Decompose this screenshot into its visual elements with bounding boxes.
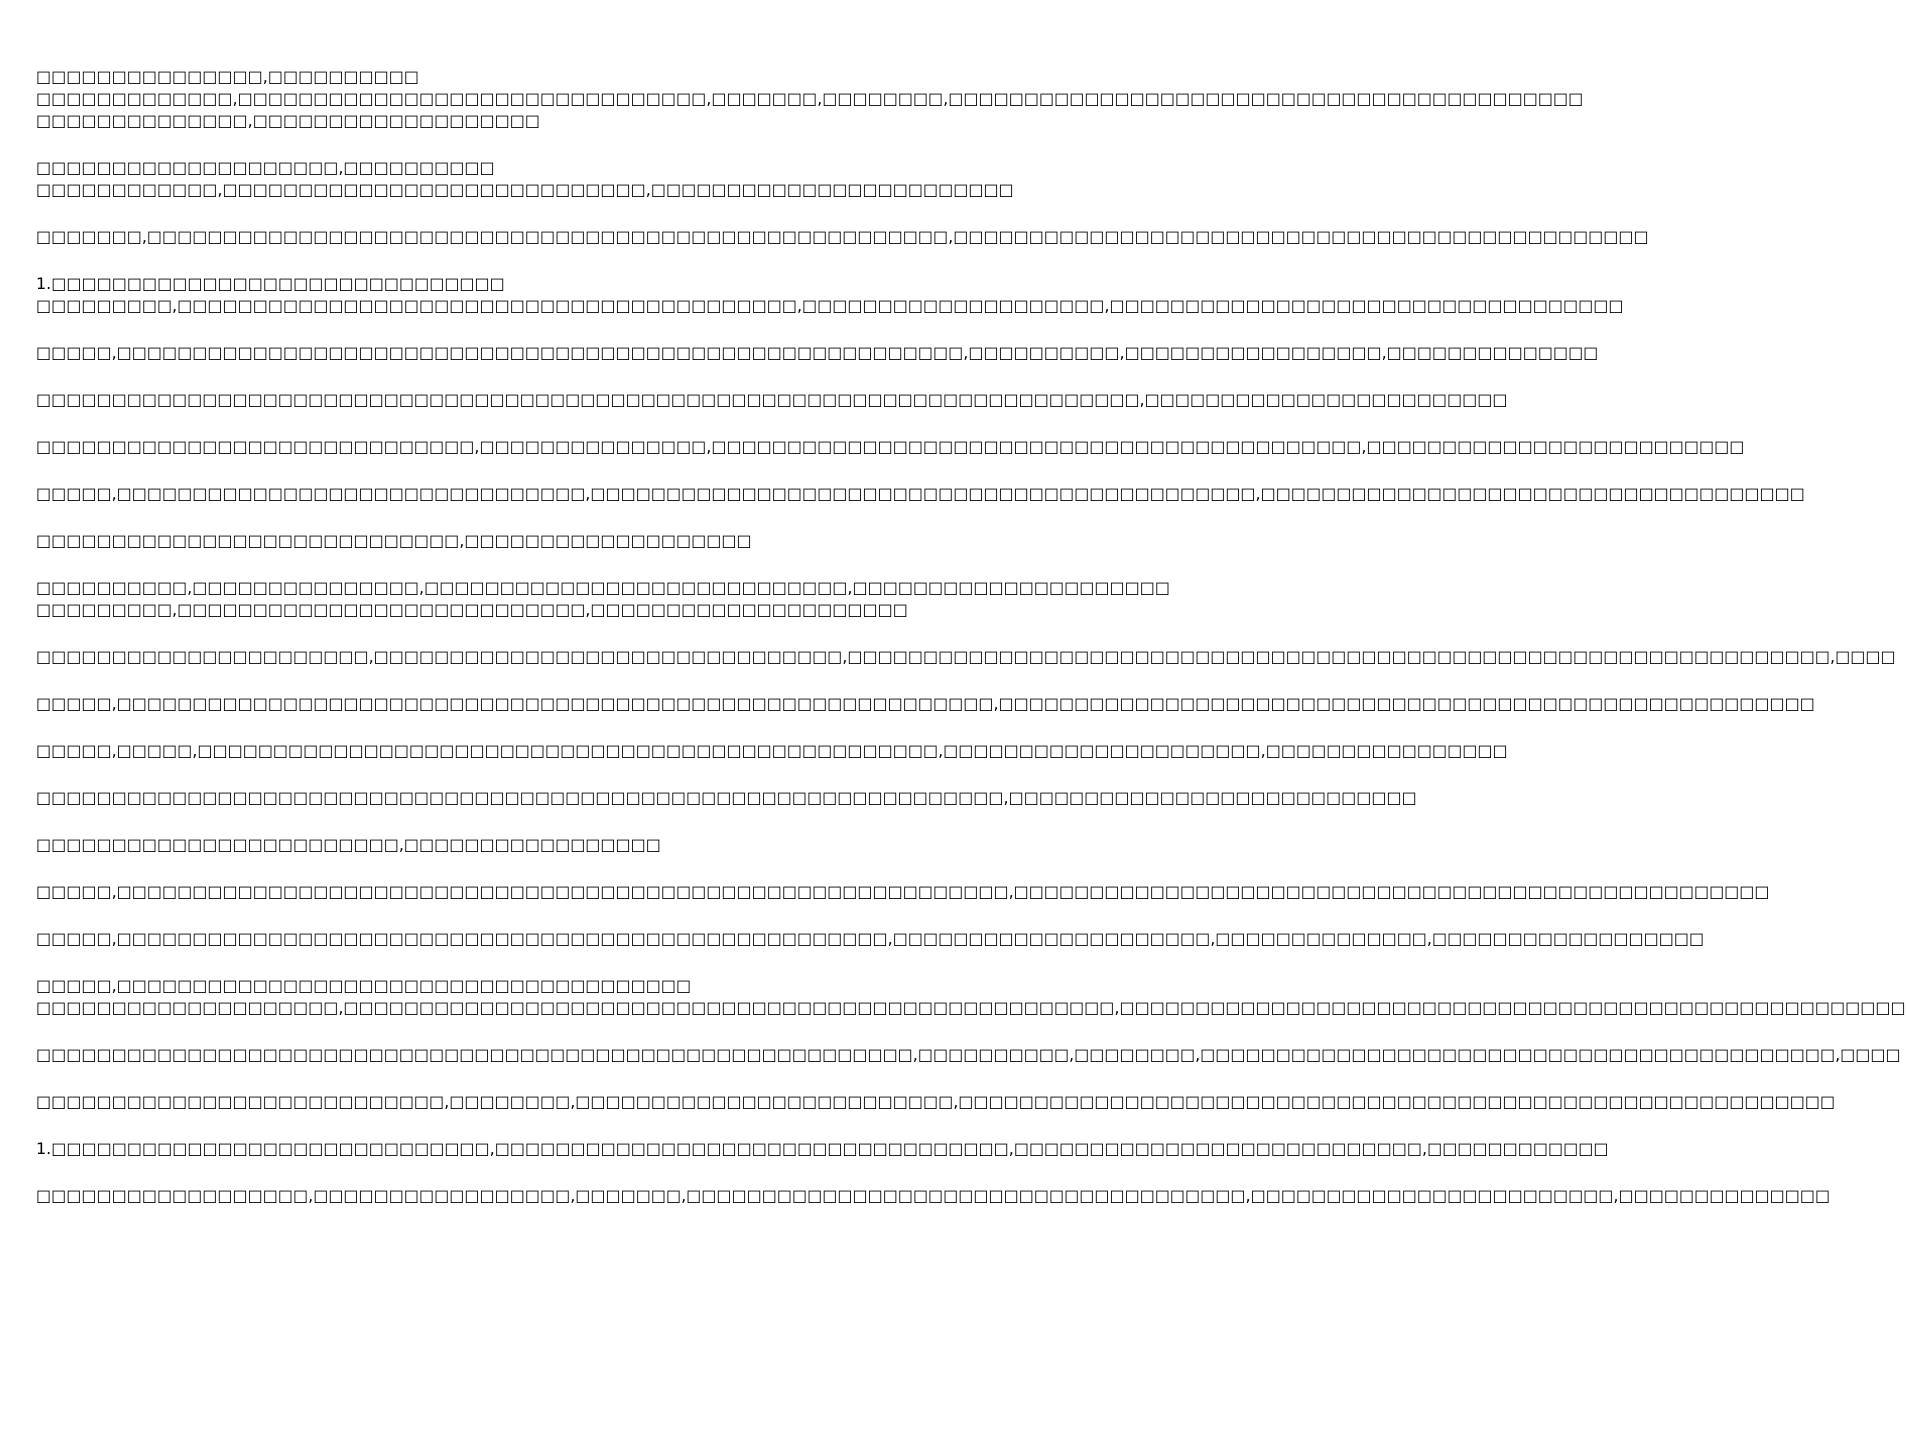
paragraph [36,483,1805,505]
text-line: □□□□□□□□□□,□□□□□□□□□□□□□□□,□□□□□□□□□□□□□□□□□□□□□□□□□□□□,□□□□□□□□□□□□□□□□□□□□□ [36,578,1170,597]
paragraph [36,646,1896,668]
text-line: □□□□□,□□□□□□□□□□□□□□□□□□□□□□□□□□□□□□□□□□□□□□□□□□□□□□□□□□□□□□□□□□,□□□□□□□□□□□□□□□□□□□□□□□□□□□□□□□□□□□□□□□□□□□□□□□□□□□□□□ [36,694,1815,713]
paragraph [36,787,1417,809]
text-line: □□□□□□□□□□□□□□□□□□□□□□□□□□□□,□□□□□□□□□□□□□□□□□□□ [36,531,752,550]
text-line: □□□□□,□□□□□□□□□□□□□□□□□□□□□□□□□□□□□□□□□□□□□□ [36,976,692,995]
paragraph [36,436,1745,458]
text-line: □□□□□□□□□□□□□□□□□□□□□□□□□□□□□□□□□□□□□□□□□□□□□□□□□□□□□□□□□□□□□□□□□□□□□□□□□,□□□□□□□□□□□□□□□□□□□□□□□□ [36,390,1508,409]
text-line: □□□□□□□□□□□□□□□□□□□□,□□□□□□□□□□□□□□□□□□□□□□□□□□□□□□□□□□□□□□□□□□□□□□□□□□□,□□□□□□□□□□□□□□□□□□□□□□□□□□□□□□□□□□□□□□□□□□□□□□□□□□□□ [36,998,1906,1017]
text-line: □□□□□□□□□□□□□□□□□□□□,□□□□□□□□□□ [36,158,495,177]
text-line: □□□□□□□□□□□□,□□□□□□□□□□□□□□□□□□□□□□□□□□□□,□□□□□□□□□□□□□□□□□□□□□□□□ [36,180,1014,199]
text-line: □□□□□□□,□□□□□□□□□□□□□□□□□□□□□□□□□□□□□□□□□□□□□□□□□□□□□□□□□□□□□,□□□□□□□□□□□□□□□□□□□□□□□□□□□□□□□□□□□□□□□□□□□□□□ [36,227,1649,246]
document-page [36,66,1906,1406]
paragraph [36,928,1705,950]
text-line: □□□□□□□□□,□□□□□□□□□□□□□□□□□□□□□□□□□□□,□□□□□□□□□□□□□□□□□□□□□ [36,600,908,619]
paragraph [36,226,1649,248]
text-line: □□□□□□□□□□□□□,□□□□□□□□□□□□□□□□□□□□□□□□□□□□□□□,□□□□□□□,□□□□□□□□,□□□□□□□□□□□□□□□□□□□□□□□□□□□□□□□□□□□□□□□□□□ [36,89,1584,108]
paragraph [36,834,989,856]
paragraph [36,693,1815,715]
paragraph [36,881,1770,903]
paragraph [36,389,1508,411]
text-line: □□□□□□□□□□□□□□□□□□□□□□□□□□□,□□□□□□□□,□□□□□□□□□□□□□□□□□□□□□□□□□,□□□□□□□□□□□□□□□□□□□□□□□□□□□□□□□□□□□□□□□□□□□□□□□□□□□□□□□□□□ [36,1092,1836,1111]
text-line: □□□□□,□□□□□,□□□□□□□□□□□□□□□□□□□□□□□□□□□□□□□□□□□□□□□□□□□□□□□□□,□□□□□□□□□□□□□□□□□□□□□,□□□□□□□□□□□□□□□□ [36,741,1508,760]
text-line: □□□□□,□□□□□□□□□□□□□□□□□□□□□□□□□□□□□□□□□□□□□□□□□□□□□□□□□□□□□□□□□□□,□□□□□□□□□□□□□□□□□□□□□□□□□□□□□□□□□□□□□□□□□□□□□□□□□□ [36,882,1770,901]
paragraph [36,577,1170,621]
text-line: □□□□□,□□□□□□□□□□□□□□□□□□□□□□□□□□□□□□□,□□□□□□□□□□□□□□□□□□□□□□□□□□□□□□□□□□□□□□□□□□□□,□□□□□□□□□□□□□□□□□□□□□□□□□□□□□□□□□□□□ [36,484,1805,503]
text-line: □□□□□□□□□□□□□□□,□□□□□□□□□□ [36,67,420,86]
text-line: □□□□□□□□□□□□□□,□□□□□□□□□□□□□□□□□□□ [36,111,540,130]
text-line: 1.□□□□□□□□□□□□□□□□□□□□□□□□□□□□□□ [36,274,505,293]
paragraph [36,1044,1901,1066]
paragraph [36,1138,1609,1160]
text-line: □□□□□□□□□□□□□□□□□□□□□□,□□□□□□□□□□□□□□□□□□□□□□□□□□□□□□□,□□□□□□□□□□□□□□□□□□□□□□□□□□□□□□□□□□□□□□□□□□□□□□□□□□□□□□□□□□□□□□□□□,□□□□ [36,647,1896,666]
paragraph [36,740,1508,762]
text-line: □□□□□,□□□□□□□□□□□□□□□□□□□□□□□□□□□□□□□□□□□□□□□□□□□□□□□□□□□□□□□□,□□□□□□□□□□,□□□□□□□□□□□□□□□□□,□□□□□□□□□□□□□□ [36,343,1599,362]
text-line: □□□□□□□□□□□□□□□□□□□□□□□□□□□□□□□□□□□□□□□□□□□□□□□□□□□□□□□□□□,□□□□□□□□□□,□□□□□□□□,□□□□□□□□□□□□□□□□□□□□□□□□□□□□□□□□□□□□□□□□□□,□□□□ [36,1045,1901,1064]
text-line: □□□□□,□□□□□□□□□□□□□□□□□□□□□□□□□□□□□□□□□□□□□□□□□□□□□□□□□□□,□□□□□□□□□□□□□□□□□□□□□,□□□□□□□□□□□□□□,□□□□□□□□□□□□□□□□□□ [36,929,1705,948]
text-line: □□□□□□□□□,□□□□□□□□□□□□□□□□□□□□□□□□□□□□□□□□□□□□□□□□□,□□□□□□□□□□□□□□□□□□□□,□□□□□□□□□□□□□□□□□□□□□□□□□□□□□□□□□□ [36,296,1624,315]
paragraph [36,975,1906,1019]
paragraph [36,1091,1836,1113]
paragraph [36,342,1599,364]
text-line: □□□□□□□□□□□□□□□□□□□□□□□□□□□□□,□□□□□□□□□□□□□□□,□□□□□□□□□□□□□□□□□□□□□□□□□□□□□□□□□□□□□□□□□□□,□□□□□□□□□□□□□□□□□□□□□□□□□ [36,437,1745,456]
paragraph [36,530,989,552]
paragraph [36,157,1014,201]
text-line: □□□□□□□□□□□□□□□□□□□□□□□□,□□□□□□□□□□□□□□□□□ [36,835,661,854]
text-line: □□□□□□□□□□□□□□□□□□,□□□□□□□□□□□□□□□□□,□□□□□□□,□□□□□□□□□□□□□□□□□□□□□□□□□□□□□□□□□□□□□,□□□□□□□□□□□□□□□□□□□□□□□□,□□□□□□□□□□□□□□ [36,1186,1831,1205]
paragraph [36,1185,1831,1207]
paragraph [36,273,1624,317]
paragraph [36,66,1584,132]
text-line: □□□□□□□□□□□□□□□□□□□□□□□□□□□□□□□□□□□□□□□□□□□□□□□□□□□□□□□□□□□□□□□□,□□□□□□□□□□□□□□□□□□□□□□□□□□□ [36,788,1417,807]
text-line: 1.□□□□□□□□□□□□□□□□□□□□□□□□□□□□□,□□□□□□□□□□□□□□□□□□□□□□□□□□□□□□□□□□,□□□□□□□□□□□□□□□□□□□□□□□□□□□,□□□□□□□□□□□□ [36,1139,1609,1158]
